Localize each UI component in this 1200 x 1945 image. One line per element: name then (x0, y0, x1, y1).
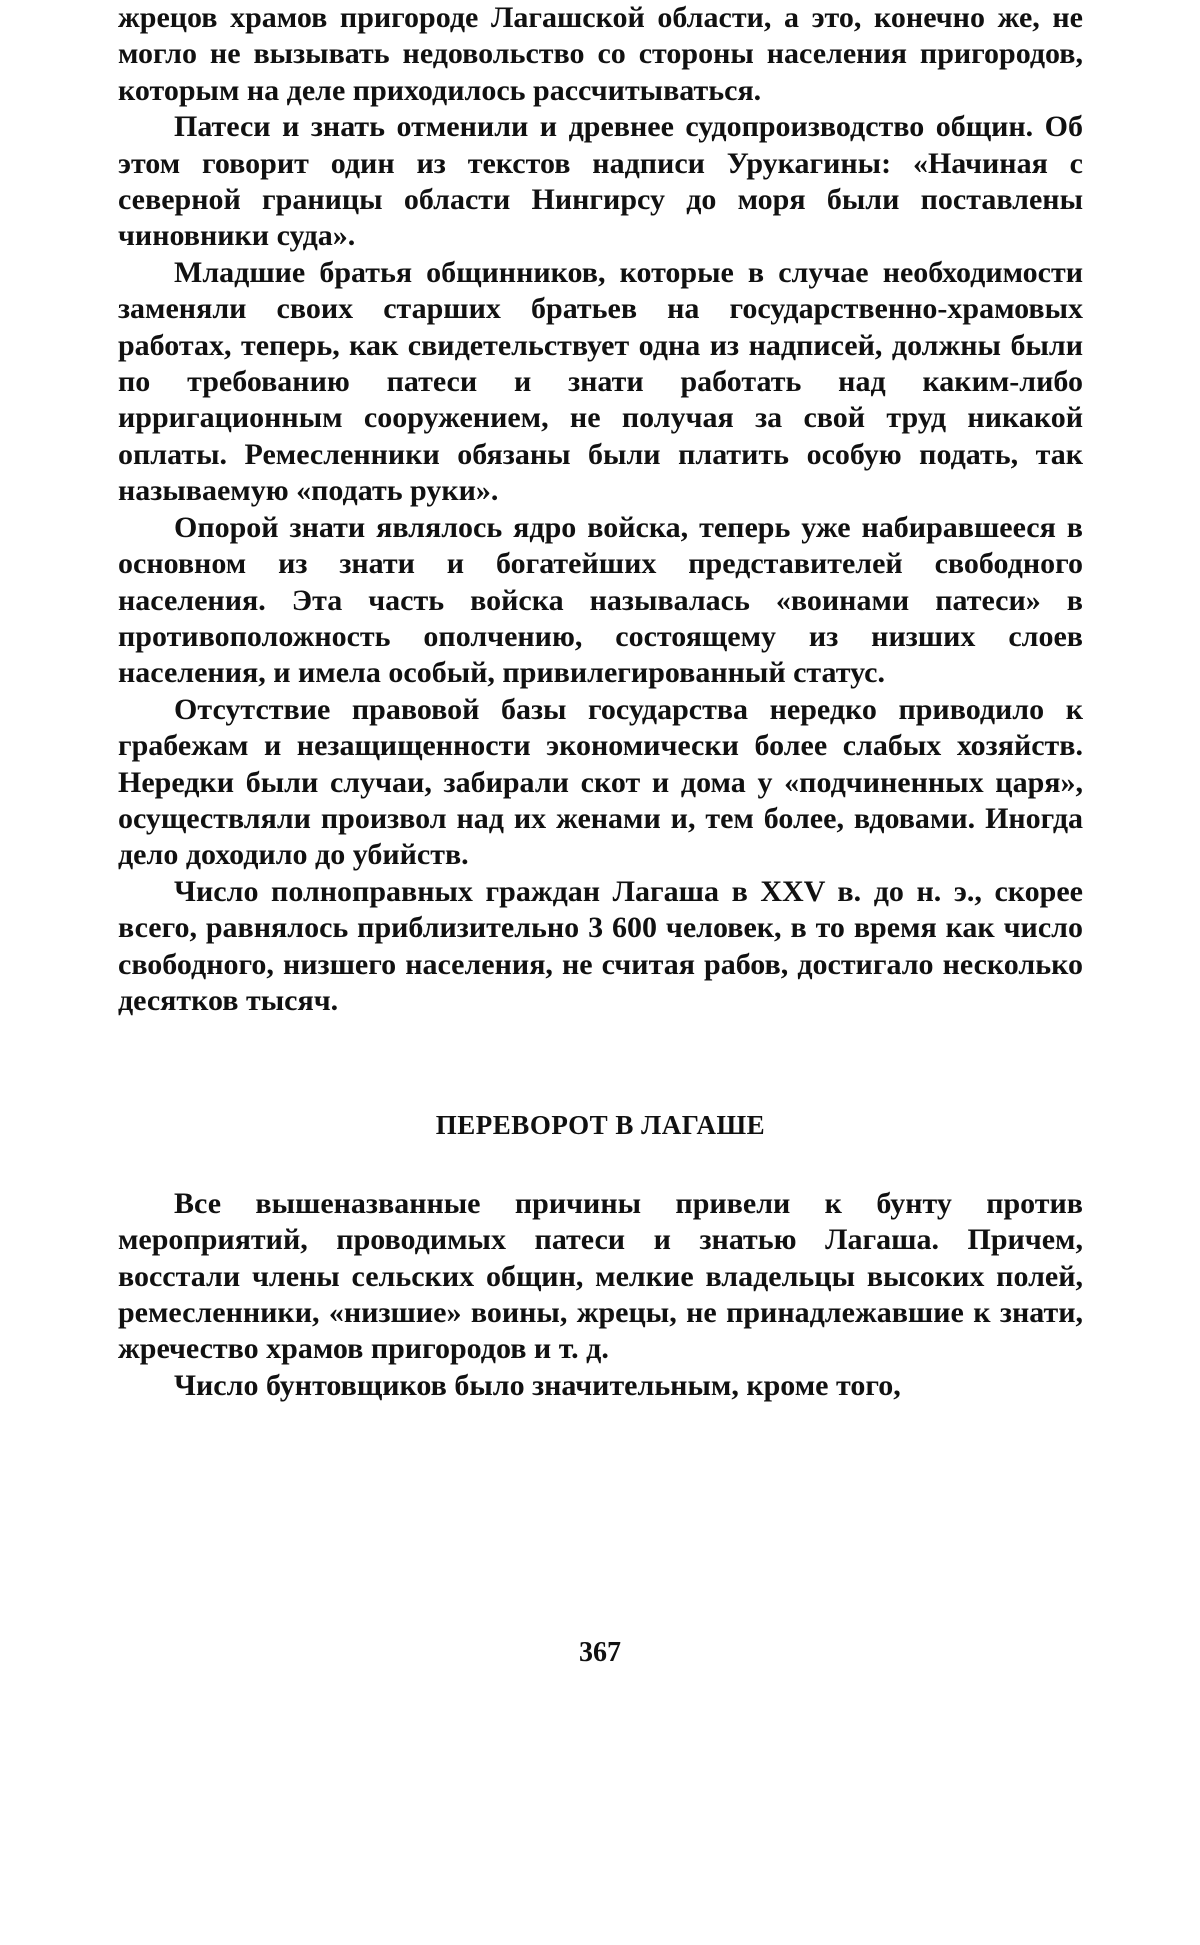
paragraph: Патеси и знать отменили и древнее судопроизводство общин. Об этом говорит один из текстов надписи Урукагины: «Начиная с северной границы области Нингирсу до моря были поставлены чиновники суда». (118, 110, 1083, 253)
paragraph: Отсутствие правовой базы государства нередко приводило к грабежам и незащищенности экономически более слабых хозяйств. Нередки были случаи, забирали скот и дома у «подчиненных царя», осуществляли произвол над их женами и, тем более, вдовами. Иногда дело доходило до убийств. (118, 692, 1083, 872)
paragraph: жрецов храмов пригороде Лагашской области, а это, конечно же, не могло не вызывать недовольство со стороны населения пригородов, которым на деле приходилось рассчитываться. (118, 1, 1083, 107)
paragraph: Все вышеназванные причины привели к бунту против мероприятий, проводимых патеси и знатью Лагаша. Причем, восстали члены сельских общин, мелкие владельцы высоких полей, ремесленники, «низшие» воины, жрецы, не принадлежавшие к знати, жречество храмов пригородов и т. д. (118, 1186, 1083, 1366)
paragraph: Младшие братья общинников, которые в случае необходимости заменяли своих старших братьев на государственно-храмовых работах, теперь, как свидетельствует одна из надписей, должны были по требованию патеси и знати работать над каким-либо ирригационным сооружением, не получая за свой труд никакой оплаты. Ремесленники обязаны были платить особую подать, так называемую «подать руки». (118, 255, 1083, 508)
paragraph: Число бунтовщиков было значительным, кроме того, (174, 1368, 901, 1402)
page-number: 367 (579, 1637, 621, 1668)
paragraph: Опорой знати являлось ядро войска, теперь уже набиравшееся в основном из знати и богатейших представителей свободного населения. Эта часть войска называлась «воинами патеси» в противоположность ополчению, состоящему из низших слоев населения, и имела особый, привилегированный статус. (118, 510, 1083, 690)
section-title: ПЕРЕВОРОТ В ЛАГАШЕ (435, 1110, 766, 1141)
paragraph: Число полноправных граждан Лагаша в XXV в. до н. э., скорее всего, равнялось приблизительно 3 600 человек, в то время как число свободного, низшего населения, не считая рабов, достигало несколько десятков тысяч. (118, 874, 1083, 1017)
page-body (118, 0, 1083, 1404)
